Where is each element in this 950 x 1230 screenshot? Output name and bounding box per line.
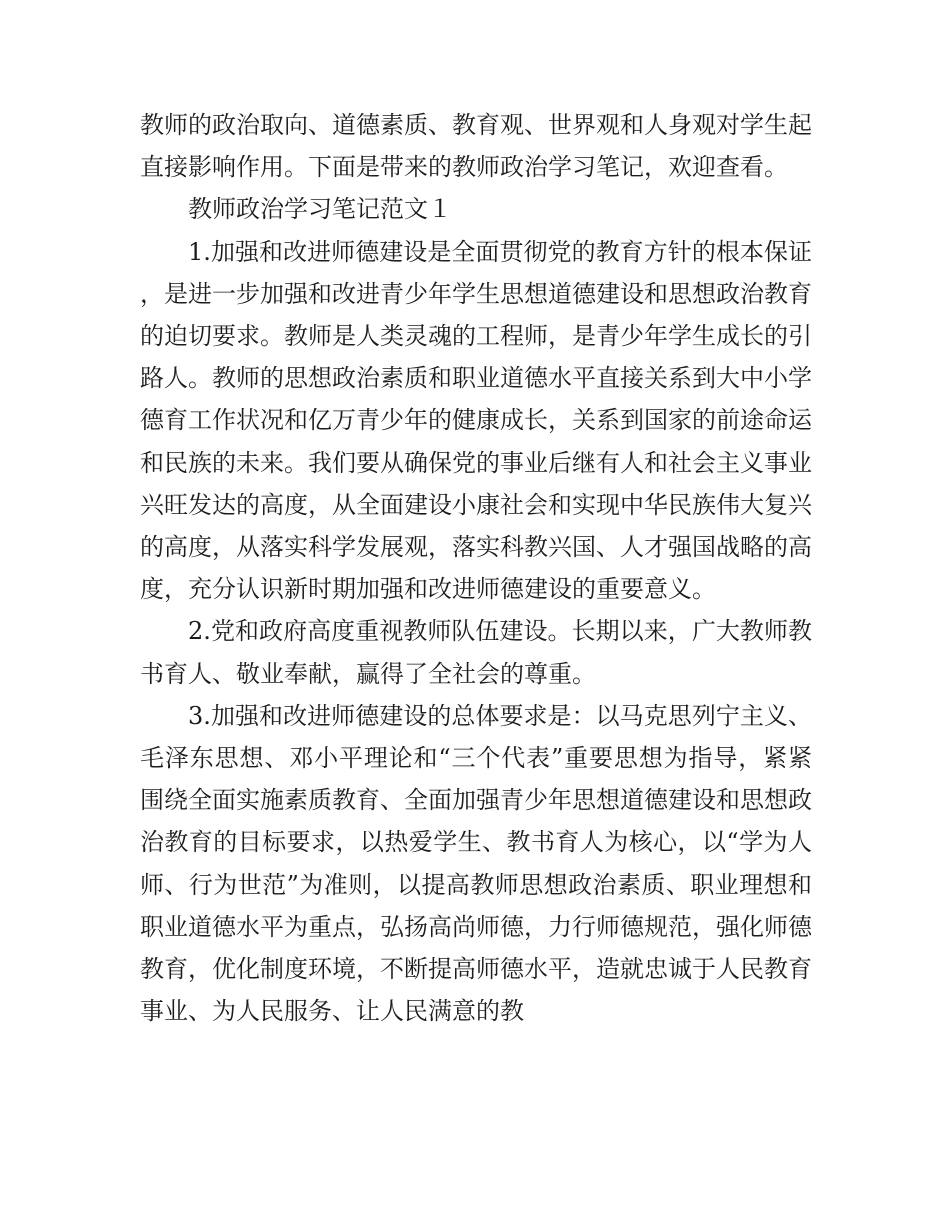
document-body — [140, 104, 812, 1032]
intro-paragraph: 教师的政治取向、道德素质、教育观、世界观和人身观对学生起直接影响作用。下面是带来的教师政治学习笔记，欢迎查看。 — [140, 111, 812, 182]
paragraph-3: 3.加强和改进师德建设的总体要求是：以马克思列宁主义、毛泽东思想、邓小平理论和“三个代表”重要思想为指导，紧紧围绕全面实施素质教育、全面加强青少年思想道德建设和思想政治教育的目标要求，以热爱学生、教书育人为核心，以“学为人师、行为世范”为准则，以提高教师思想政治素质、职业理想和职业道德水平为重点，弘扬高尚师德，力行师德规范，强化师德教育，优化制度环境，不断提高师德水平，造就忠诚于人民教育事业、为人民服务、让人民满意的教 — [140, 701, 812, 1026]
paragraph-2: 2.党和政府高度重视教师队伍建设。长期以来，广大教师教书育人、敬业奉献，赢得了全社会的尊重。 — [140, 617, 812, 688]
section-title: 教师政治学习笔记范文１ — [188, 195, 452, 224]
paragraph-1: 1.加强和改进师德建设是全面贯彻党的教育方针的根本保证，是进一步加强和改进青少年学生思想道德建设和思想政治教育的迫切要求。教师是人类灵魂的工程师，是青少年学生成长的引路人。教师的思想政治素质和职业道德水平直接关系到大中小学德育工作状况和亿万青少年的健康成长，关系到国家的前途命运和民族的未来。我们要从确保党的事业后继有人和社会主义事业兴旺发达的高度，从全面建设小康社会和实现中华民族伟大复兴的高度，从落实科学发展观，落实科教兴国、人才强国战略的高度，充分认识新时期加强和改进师德建设的重要意义。 — [140, 237, 812, 604]
